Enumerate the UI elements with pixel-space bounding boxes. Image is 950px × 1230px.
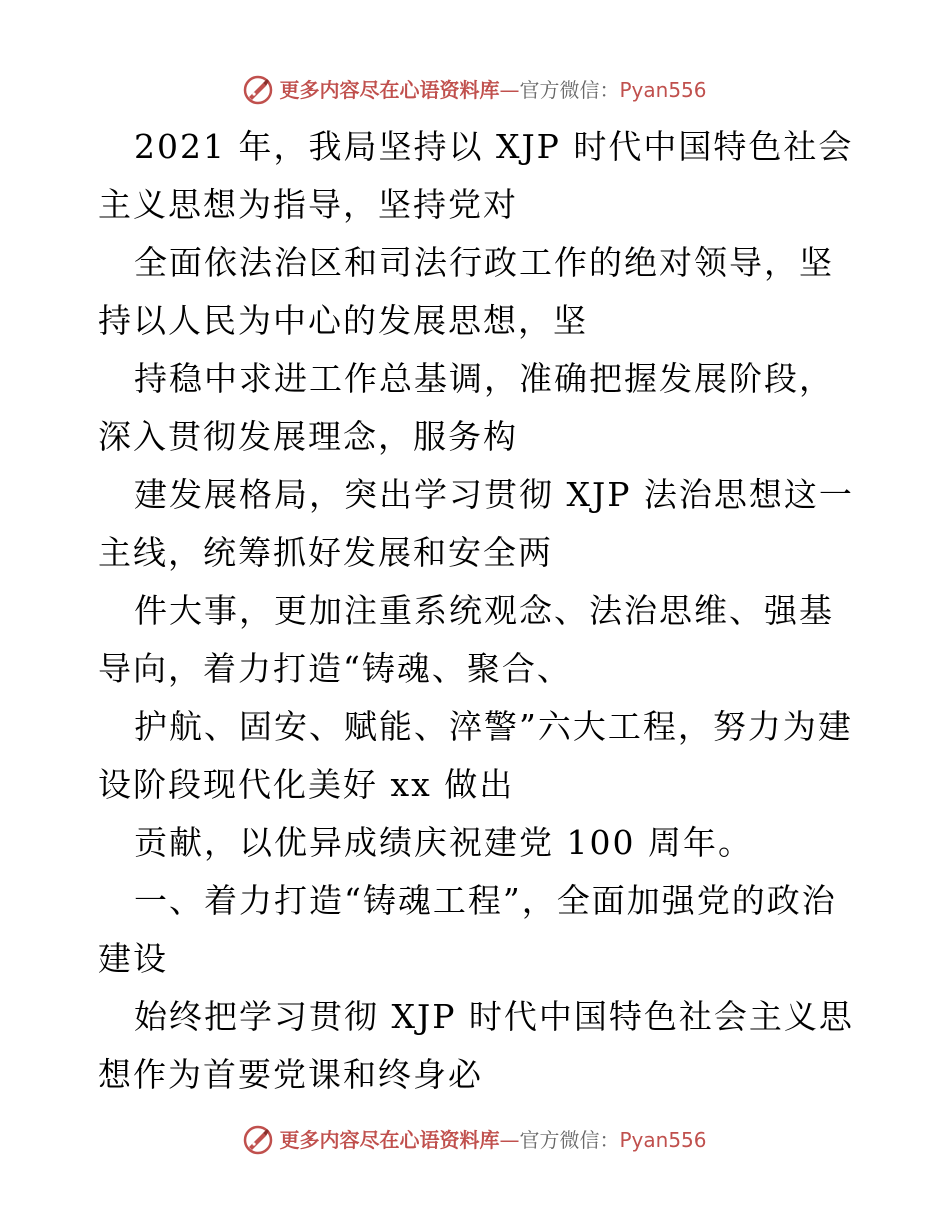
paragraph: 始终把学习贯彻 XJP 时代中国特色社会主义思想作为首要党课和终身必 <box>98 997 854 1094</box>
footer-watermark <box>0 1120 950 1160</box>
watermark-label: 官方微信： <box>519 1128 620 1152</box>
paragraph: 贡献，以优异成绩庆祝建党 100 周年。 <box>134 823 753 862</box>
paragraph: 持稳中求进工作总基调，准确把握发展阶段，深入贯彻发展理念，服务构 <box>98 359 834 456</box>
watermark-label: 官方微信： <box>519 78 620 102</box>
paragraph: 2021 年，我局坚持以 XJP 时代中国特色社会主义思想为指导，坚持党对 <box>98 127 854 224</box>
watermark-id: Pyan556 <box>619 78 707 102</box>
paragraph: 建发展格局，突出学习贯彻 XJP 法治思想这一主线，统筹抓好发展和安全两 <box>98 475 854 572</box>
watermark-separator: — <box>499 78 520 102</box>
watermark-text <box>279 1128 706 1152</box>
watermark-id: Pyan556 <box>619 1128 707 1152</box>
section-heading: 一、着力打造“铸魂工程”，全面加强党的政治建设 <box>98 881 837 978</box>
paragraph: 件大事，更加注重系统观念、法治思维、强基导向，着力打造“铸魂、聚合、 <box>98 591 834 688</box>
paragraph: 护航、固安、赋能、淬警”六大工程，努力为建设阶段现代化美好 xx 做出 <box>98 707 853 804</box>
watermark-slogan: 更多内容尽在心语资料库 <box>279 1128 500 1152</box>
document-body <box>98 118 858 1104</box>
header-watermark <box>0 70 950 110</box>
watermark-separator: — <box>499 1128 520 1152</box>
watermark-text <box>279 78 706 102</box>
pen-logo-icon <box>243 75 273 105</box>
pen-logo-icon <box>243 1125 273 1155</box>
paragraph: 全面依法治区和司法行政工作的绝对领导，坚持以人民为中心的发展思想，坚 <box>98 243 834 340</box>
watermark-slogan: 更多内容尽在心语资料库 <box>279 78 500 102</box>
